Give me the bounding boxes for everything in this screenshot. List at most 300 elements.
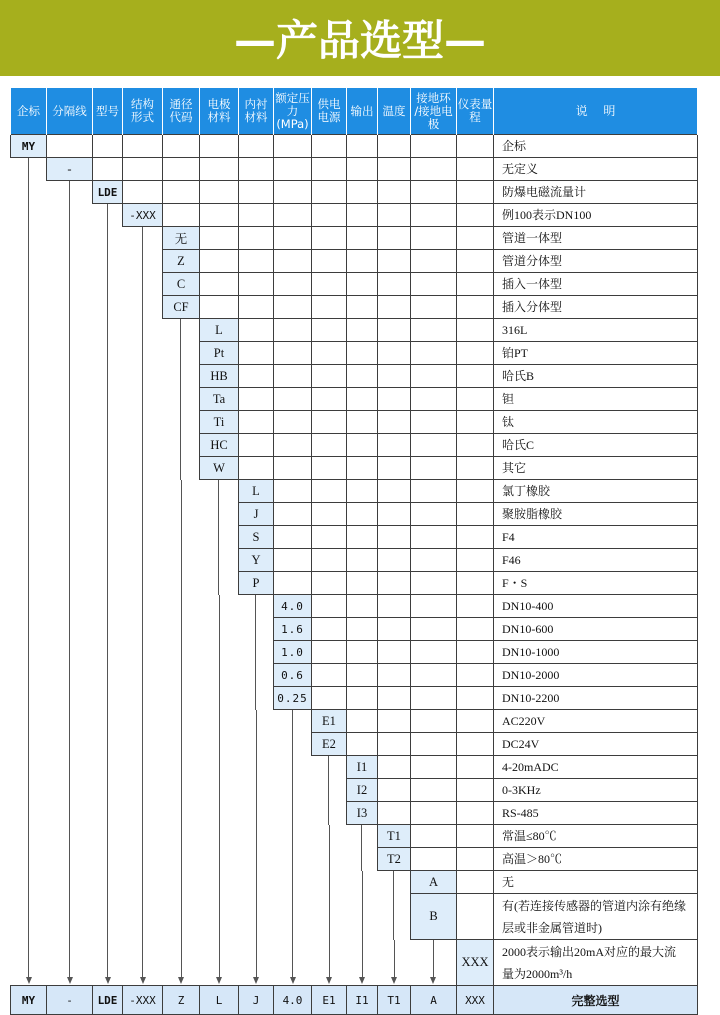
grid-cell [411,135,457,158]
option-code: S [239,526,274,549]
grid-cell [347,503,378,526]
grid-cell [378,434,411,457]
grid-cell [347,388,378,411]
grid-cell [411,181,457,204]
connector-line [93,779,123,802]
option-code: MY [11,135,47,158]
grid-cell [457,388,494,411]
option-row [11,135,698,158]
grid-cell [411,802,457,825]
connector-line [123,825,163,848]
summary-row [11,986,698,1015]
connector-line [11,319,47,342]
connector-line [378,894,411,940]
connector-line [123,319,163,342]
grid-cell [312,388,347,411]
connector-arrow [378,940,411,986]
connector-line [123,411,163,434]
connector-line [274,825,312,848]
grid-cell [411,273,457,296]
grid-cell [378,296,411,319]
summary-code-rated-pressure: 4.0 [274,986,312,1015]
connector-line [47,273,93,296]
connector-line [93,365,123,388]
connector-line [11,503,47,526]
option-code: P [239,572,274,595]
connector-line [93,825,123,848]
grid-cell [411,710,457,733]
connector-line [274,848,312,871]
grid-cell [457,365,494,388]
header-model: 型号 [93,88,123,135]
connector-line [123,871,163,894]
grid-cell [312,641,347,664]
grid-cell [457,894,494,940]
option-description: DC24V [494,733,698,756]
connector-line [163,457,200,480]
connector-line [123,733,163,756]
connector-line [93,894,123,940]
grid-cell [200,135,239,158]
connector-line [47,342,93,365]
connector-line [163,434,200,457]
grid-cell [200,227,239,250]
option-row [11,158,698,181]
connector-line [274,756,312,779]
grid-cell [347,526,378,549]
option-description: RS-485 [494,802,698,825]
connector-line [200,503,239,526]
option-row [11,710,698,733]
grid-cell [274,204,312,227]
connector-line [163,526,200,549]
header-liner-material: 内衬 材料 [239,88,274,135]
option-row [11,365,698,388]
grid-cell [411,227,457,250]
connector-line [123,480,163,503]
connector-line [163,756,200,779]
connector-line [93,273,123,296]
option-description: 管道分体型 [494,250,698,273]
grid-cell [274,388,312,411]
option-code: L [200,319,239,342]
grid-cell [312,227,347,250]
grid-cell [457,158,494,181]
connector-line [163,549,200,572]
option-description: DN10-600 [494,618,698,641]
option-row [11,871,698,894]
grid-cell [457,710,494,733]
grid-cell [347,227,378,250]
connector-line [200,756,239,779]
grid-cell [347,457,378,480]
grid-cell [312,687,347,710]
connector-line [47,664,93,687]
option-code: B [411,894,457,940]
option-description: 哈氏B [494,365,698,388]
option-code: Z [163,250,200,273]
summary-label: 完整选型 [494,986,698,1015]
connector-line [47,250,93,273]
connector-line [347,871,378,894]
connector-line [11,687,47,710]
grid-cell [347,618,378,641]
connector-line [200,710,239,733]
connector-line [11,871,47,894]
grid-cell [457,549,494,572]
grid-cell [347,296,378,319]
connector-line [239,779,274,802]
grid-cell [378,250,411,273]
grid-cell [347,687,378,710]
connector-line [163,503,200,526]
connector-line [93,756,123,779]
grid-cell [378,503,411,526]
connector-line [47,388,93,411]
grid-cell [457,687,494,710]
grid-cell [457,733,494,756]
connector-line [378,871,411,894]
connector-line [239,664,274,687]
connector-arrow [11,940,47,986]
grid-cell [239,181,274,204]
option-row [11,848,698,871]
option-code: Ta [200,388,239,411]
connector-line [11,595,47,618]
grid-cell [312,273,347,296]
connector-line [123,802,163,825]
grid-cell [347,664,378,687]
connector-line [47,894,93,940]
grid-cell [239,273,274,296]
grid-cell [239,365,274,388]
connector-line [93,480,123,503]
grid-cell [411,825,457,848]
grid-cell [457,595,494,618]
grid-cell [274,227,312,250]
option-code: I3 [347,802,378,825]
grid-cell [200,273,239,296]
grid-cell [347,733,378,756]
connector-line [47,641,93,664]
grid-cell [274,342,312,365]
grid-cell [457,457,494,480]
connector-line [11,710,47,733]
connector-line [163,687,200,710]
connector-line [47,618,93,641]
grid-cell [347,158,378,181]
connector-line [239,618,274,641]
grid-cell [378,480,411,503]
header-output: 输出 [347,88,378,135]
connector-line [163,825,200,848]
connector-arrow [47,940,93,986]
option-code: T2 [378,848,411,871]
connector-line [274,710,312,733]
option-code: 4.0 [274,595,312,618]
grid-cell [457,756,494,779]
grid-cell [312,572,347,595]
connector-line [11,296,47,319]
connector-line [11,250,47,273]
option-description: F・S [494,572,698,595]
option-code: E1 [312,710,347,733]
header-power-supply: 供电 电源 [312,88,347,135]
grid-cell [378,204,411,227]
grid-cell [457,181,494,204]
grid-cell [274,296,312,319]
grid-cell [457,411,494,434]
connector-line [11,342,47,365]
option-row [11,204,698,227]
grid-cell [47,135,93,158]
connector-line [11,618,47,641]
connector-line [47,710,93,733]
grid-cell [347,204,378,227]
grid-cell [239,388,274,411]
grid-cell [378,572,411,595]
connector-line [163,342,200,365]
option-description: 无定义 [494,158,698,181]
grid-cell [457,526,494,549]
grid-cell [411,296,457,319]
connector-line [11,273,47,296]
grid-cell [411,756,457,779]
summary-code-separator: - [47,986,93,1015]
option-description: DN10-1000 [494,641,698,664]
grid-cell [411,595,457,618]
grid-cell [312,480,347,503]
grid-cell [274,480,312,503]
connector-line [123,457,163,480]
connector-line [123,227,163,250]
header-grounding-ring: 接地环 /接地电 极 [411,88,457,135]
grid-cell [312,434,347,457]
grid-cell [239,457,274,480]
grid-cell [411,158,457,181]
grid-cell [312,204,347,227]
header-description: 说 明 [494,88,698,135]
summary-code-structure-type: -XXX [123,986,163,1015]
option-code: Ti [200,411,239,434]
grid-cell [457,848,494,871]
connector-line [11,641,47,664]
grid-cell [378,411,411,434]
connector-line [200,779,239,802]
grid-cell [411,434,457,457]
connector-line [200,894,239,940]
option-description: 无 [494,871,698,894]
connector-line [93,733,123,756]
option-code: 0.25 [274,687,312,710]
connector-line [200,664,239,687]
option-row [11,940,698,986]
connector-line [47,457,93,480]
grid-cell [312,457,347,480]
connector-line [47,687,93,710]
grid-cell [93,158,123,181]
connector-line [93,457,123,480]
option-code: 0.6 [274,664,312,687]
connector-arrow [239,940,274,986]
connector-line [47,434,93,457]
connector-line [11,779,47,802]
grid-cell [163,204,200,227]
grid-cell [457,342,494,365]
grid-cell [411,733,457,756]
grid-cell [312,319,347,342]
summary-code-grounding-ring: A [411,986,457,1015]
option-row [11,250,698,273]
grid-cell [274,181,312,204]
grid-cell [274,158,312,181]
header-enterprise-standard: 企标 [11,88,47,135]
connector-line [347,848,378,871]
connector-line [11,181,47,204]
connector-line [123,894,163,940]
summary-code-enterprise-standard: MY [11,986,47,1015]
connector-line [312,848,347,871]
summary-code-power-supply: E1 [312,986,347,1015]
connector-line [47,733,93,756]
grid-cell [378,710,411,733]
connector-line [163,411,200,434]
connector-line [11,825,47,848]
connector-line [11,733,47,756]
option-description: 管道一体型 [494,227,698,250]
option-code: E2 [312,733,347,756]
connector-line [200,641,239,664]
connector-line [123,434,163,457]
connector-line [239,871,274,894]
option-code: HB [200,365,239,388]
grid-cell [411,503,457,526]
connector-line [93,342,123,365]
header-separator: 分隔线 [47,88,93,135]
connector-line [239,595,274,618]
grid-cell [274,434,312,457]
connector-line [47,779,93,802]
grid-cell [457,296,494,319]
connector-line [93,296,123,319]
option-code: L [239,480,274,503]
grid-cell [411,342,457,365]
option-row [11,319,698,342]
grid-cell [411,641,457,664]
grid-cell [411,480,457,503]
grid-cell [347,181,378,204]
grid-cell [411,319,457,342]
grid-cell [347,434,378,457]
grid-cell [239,227,274,250]
option-description: 常温≤80℃ [494,825,698,848]
grid-cell [347,411,378,434]
option-row [11,503,698,526]
connector-line [123,342,163,365]
grid-cell [163,181,200,204]
summary-code-model: LDE [93,986,123,1015]
grid-cell [239,319,274,342]
grid-cell [378,618,411,641]
connector-line [163,802,200,825]
header-electrode-material: 电极 材料 [200,88,239,135]
connector-line [47,365,93,388]
grid-cell [378,319,411,342]
option-row [11,434,698,457]
grid-cell [163,158,200,181]
connector-arrow [274,940,312,986]
connector-line [163,710,200,733]
connector-line [93,618,123,641]
connector-line [11,802,47,825]
connector-line [47,825,93,848]
grid-cell [457,825,494,848]
option-description: 其它 [494,457,698,480]
grid-cell [347,342,378,365]
grid-cell [312,181,347,204]
connector-line [123,710,163,733]
option-description: F46 [494,549,698,572]
connector-line [11,158,47,181]
connector-line [93,434,123,457]
connector-line [163,365,200,388]
connector-line [123,848,163,871]
connector-line [123,388,163,411]
grid-cell [411,664,457,687]
connector-line [239,894,274,940]
connector-line [200,572,239,595]
grid-cell [123,181,163,204]
connector-line [200,733,239,756]
grid-cell [411,779,457,802]
option-description: 氯丁橡胶 [494,480,698,503]
grid-cell [378,135,411,158]
grid-cell [200,158,239,181]
option-code: LDE [93,181,123,204]
connector-arrow [123,940,163,986]
grid-cell [457,227,494,250]
grid-cell [200,181,239,204]
option-code: Pt [200,342,239,365]
grid-cell [163,135,200,158]
connector-line [274,894,312,940]
grid-cell [200,296,239,319]
grid-cell [378,227,411,250]
connector-line [163,595,200,618]
connector-line [200,802,239,825]
connector-line [11,664,47,687]
grid-cell [312,595,347,618]
option-row [11,181,698,204]
option-row [11,342,698,365]
connector-line [11,434,47,457]
connector-line [11,411,47,434]
connector-line [47,848,93,871]
grid-cell [411,687,457,710]
summary-code-electrode-material: L [200,986,239,1015]
grid-cell [378,549,411,572]
option-code: J [239,503,274,526]
option-code: HC [200,434,239,457]
grid-cell [239,296,274,319]
grid-cell [274,526,312,549]
option-row [11,549,698,572]
connector-line [123,756,163,779]
grid-cell [457,871,494,894]
grid-cell [347,250,378,273]
connector-line [312,779,347,802]
grid-cell [347,365,378,388]
